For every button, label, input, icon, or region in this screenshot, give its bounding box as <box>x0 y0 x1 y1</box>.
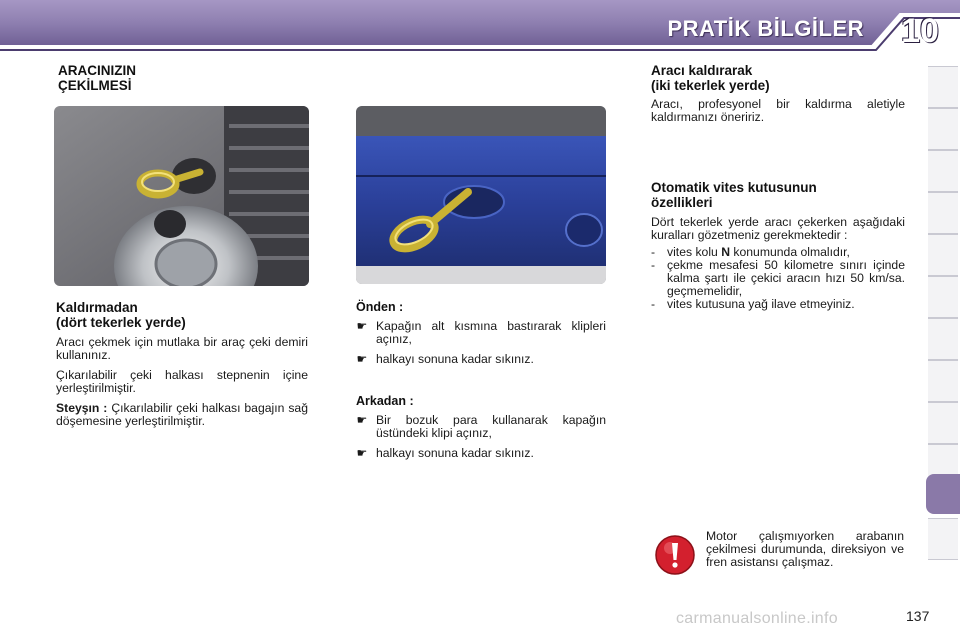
chapter-tabs <box>928 66 960 576</box>
rule-text: vites kutusuna yağ ilave etmeyiniz. <box>667 297 855 311</box>
automatic-gearbox-section <box>651 180 905 311</box>
paragraph: Çıkarılabilir çeki halkası stepnenin içine yerleştirilmiştir. <box>56 368 308 395</box>
rule-text: çekme mesafesi 50 kilometre sınırı içinde kalma şartı ile çekici aracın hızı 50 km/sa. geçmemelidir, <box>667 258 905 298</box>
dash-mark: - <box>651 297 656 311</box>
instruction-item <box>356 353 606 366</box>
towing-heading <box>58 63 258 93</box>
rear-tow-eye-photo <box>356 106 606 284</box>
paragraph: Aracı çekmek için mutlaka bir araç çeki demiri kullanınız. <box>56 335 308 362</box>
label-bold: Steyşın : <box>56 401 108 415</box>
warning-note <box>706 530 904 569</box>
no-lift-section <box>56 300 308 428</box>
rule-text-pre: vites kolu <box>667 245 722 259</box>
section-title: PRATİK BİLGİLER <box>667 16 864 41</box>
subheading-line: (dört tekerlek yerde) <box>56 315 186 330</box>
page-number: 137 <box>906 608 930 624</box>
dash-mark: - <box>651 258 656 272</box>
instruction-item <box>356 414 606 440</box>
chapter-tab[interactable] <box>928 66 958 108</box>
warning-text: Motor çalışmıyorken arabanın çekilmesi durumunda, direksiyon ve fren asistansı çalışmaz. <box>706 529 904 569</box>
front-bumper-illustration <box>54 106 309 286</box>
instruction-text: Kapağın alt kısmına bastırarak klipleri açınız, <box>376 319 606 346</box>
chapter-tab[interactable] <box>928 402 958 444</box>
front-instructions <box>356 300 606 366</box>
watermark: carmanualsonline.info <box>676 610 838 627</box>
heading-line: ÇEKİLMESİ <box>58 78 132 93</box>
subheading-line: özellikleri <box>651 195 713 210</box>
front-title: Önden : <box>356 300 404 314</box>
instruction-text: halkayı sonuna kadar sıkınız. <box>376 446 534 460</box>
paragraph: Dört tekerlek yerde aracı çekerken aşağıdaki kuralları gözetmeniz gerekmektedir : <box>651 215 905 242</box>
chapter-tab[interactable] <box>928 360 958 402</box>
gear-letter: N <box>721 245 731 259</box>
exclamation-icon <box>654 534 696 576</box>
instruction-item <box>356 447 606 460</box>
subheading-line: Aracı kaldırarak <box>651 63 753 78</box>
subheading-line: (iki tekerlek yerde) <box>651 78 770 93</box>
dash-mark: - <box>651 245 656 259</box>
subheading-line: Otomatik vites kutusunun <box>651 180 817 195</box>
chapter-tab[interactable] <box>928 150 958 192</box>
rear-title: Arkadan : <box>356 394 414 408</box>
chapter-tab[interactable] <box>928 192 958 234</box>
rule-text-post: konumunda olmalıdır, <box>730 245 850 259</box>
paragraph: Aracı, profesyonel bir kaldırma aletiyle kaldırmanızı öneririz. <box>651 97 905 124</box>
pointing-hand-icon: ☛ <box>356 413 368 427</box>
paragraph <box>56 402 308 428</box>
chapter-tab[interactable] <box>928 108 958 150</box>
rear-instructions <box>356 394 606 460</box>
front-tow-eye-photo <box>54 106 309 286</box>
rule-item <box>651 298 905 311</box>
pointing-hand-icon: ☛ <box>356 319 368 333</box>
subheading-line: Kaldırmadan <box>56 300 138 315</box>
heading-line: ARACINIZIN <box>58 63 136 78</box>
warning-badge <box>654 534 696 576</box>
lift-section <box>651 63 905 124</box>
instruction-text: Bir bozuk para kullanarak kapağın üstündeki klipi açınız, <box>376 413 606 440</box>
chapter-tab[interactable] <box>928 234 958 276</box>
blue-bumper-illustration <box>356 106 606 284</box>
chapter-tab[interactable] <box>928 318 958 360</box>
chapter-tab[interactable] <box>928 276 958 318</box>
chapter-tab-active[interactable] <box>926 474 960 514</box>
chapter-number: 10 <box>901 12 939 50</box>
page-header <box>0 0 960 52</box>
pointing-hand-icon: ☛ <box>356 446 368 460</box>
paragraph-text: Çıkarılabilir çeki halkası bagajın sağ döşemesine yerleştirilmiştir. <box>56 401 308 428</box>
rule-item <box>651 259 905 298</box>
instruction-item <box>356 320 606 346</box>
instruction-text: halkayı sonuna kadar sıkınız. <box>376 352 534 366</box>
pointing-hand-icon: ☛ <box>356 352 368 366</box>
chapter-tab[interactable] <box>928 518 958 560</box>
